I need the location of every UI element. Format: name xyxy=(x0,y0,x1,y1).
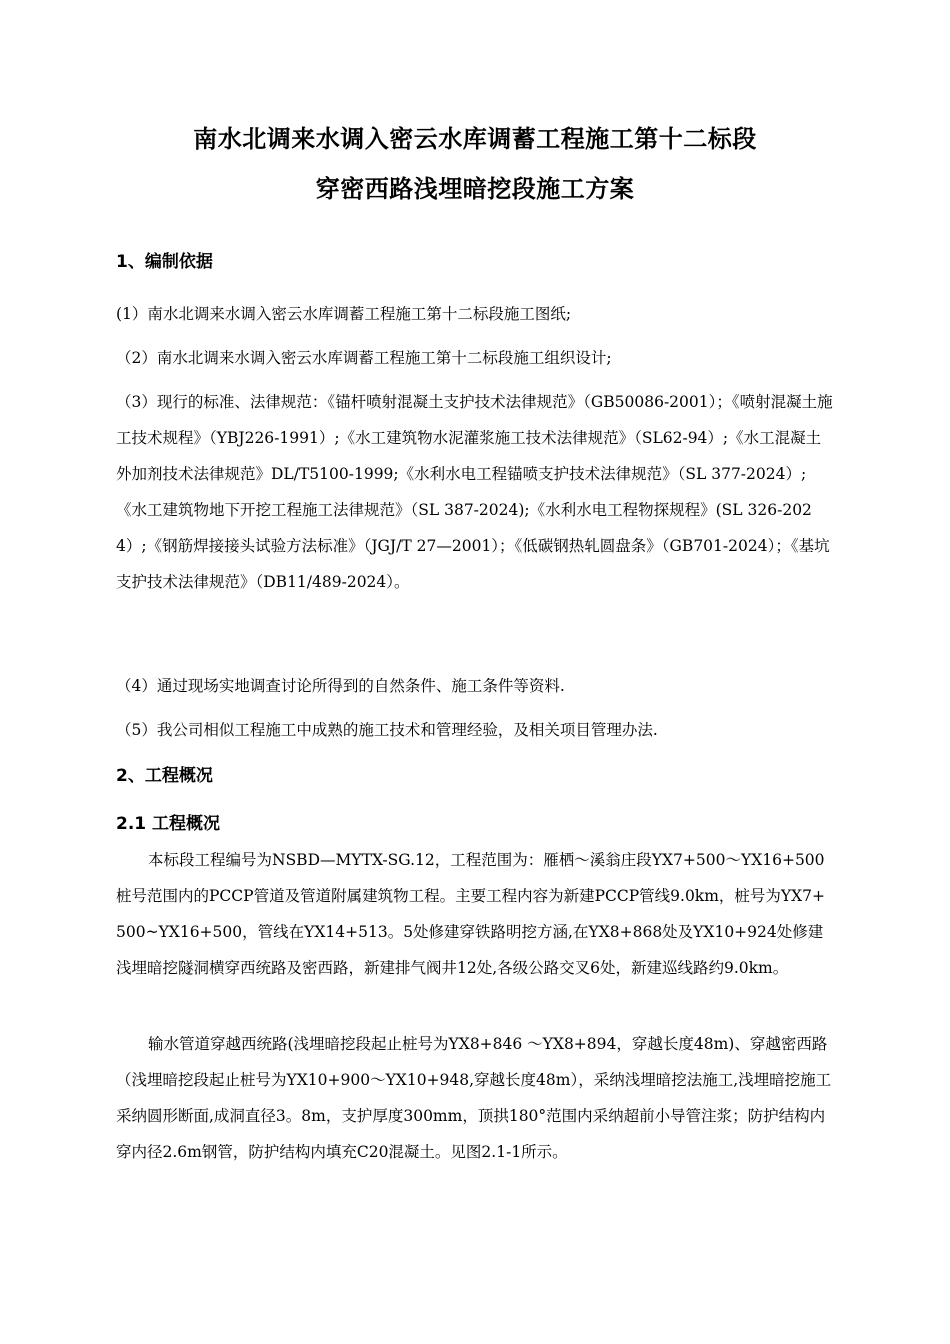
basis-item-2: （2）南水北调来水调入密云水库调蓄工程施工第十二标段施工组织设计; xyxy=(116,349,612,367)
section-2-heading: 2、工程概况 xyxy=(116,766,213,786)
overview-paragraph-1: 本标段工程编号为NSBD—MYTX-SG.12，工程范围为：雁栖～溪翁庄段YX7+500～YX16+500桩号范围内的PCCP管道及管道附属建筑物工程。主要工程内容为新建PCCP管线9.0km，桩号为YX7+500~YX16+500，管线在YX14+513。5处修建穿铁路明挖方涵,在YX8+868处及YX10+924处修建浅埋暗挖隧洞横穿西统路及密西路，新建排气阀井12处,各级公路交叉6处，新建巡线路约9.0km。 xyxy=(116,851,826,977)
basis-item-5: （5）我公司相似工程施工中成熟的施工技术和管理经验，及相关项目管理办法. xyxy=(116,721,658,739)
basis-item-1: (1）南水北调来水调入密云水库调蓄工程施工第十二标段施工图纸; xyxy=(116,305,572,323)
document-title-line-1: 南水北调来水调入密云水库调蓄工程施工第十二标段 xyxy=(193,125,757,153)
overview-paragraph-2: 输水管道穿越西统路(浅埋暗挖段起止桩号为YX8+846 ～YX8+894，穿越长度48m)、穿越密西路（浅埋暗挖段起止桩号为YX10+900～YX10+948,穿越长度48m），采纳浅埋暗挖法施工,浅埋暗挖施工采纳圆形断面,成洞直径3。8m，支护厚度300mm，顶拱180°范围内采纳超前小导管注浆；防护结构内穿内径2.6m钢管，防护结构内填充C20混凝土。见图2.1-1所示。 xyxy=(116,1035,832,1161)
basis-item-4: （4）通过现场实地调查讨论所得到的自然条件、施工条件等资料. xyxy=(116,677,565,695)
basis-item-3: （3）现行的标准、法律规范：《锚杆喷射混凝土支护技术法律规范》（GB50086-2001）；《喷射混凝土施工技术规程》（YBJ226-1991）;《水工建筑物水泥灌浆施工技术法律规范》（SL62-94）;《水工混凝土外加剂技术法律规范》DL/T5100-1999;《水利水电工程锚喷支护技术法律规范》（SL 377-2024）;《水工建筑物地下开挖工程施工法律规范》（SL 387-2024);《水利水电工程物探规程》(SL 326-2024）;《钢筋焊接接头试验方法标准》（JGJ/T 27—2001）；《低碳钢热轧圆盘条》（GB701-2024）；《基坑支护技术法律规范》（DB11/489-2024）。 xyxy=(116,393,833,591)
section-2-1-heading: 2.1 工程概况 xyxy=(116,814,221,834)
section-1-heading: 1、编制依据 xyxy=(116,252,213,272)
document-title-line-2: 穿密西路浅埋暗挖段施工方案 xyxy=(315,175,635,203)
